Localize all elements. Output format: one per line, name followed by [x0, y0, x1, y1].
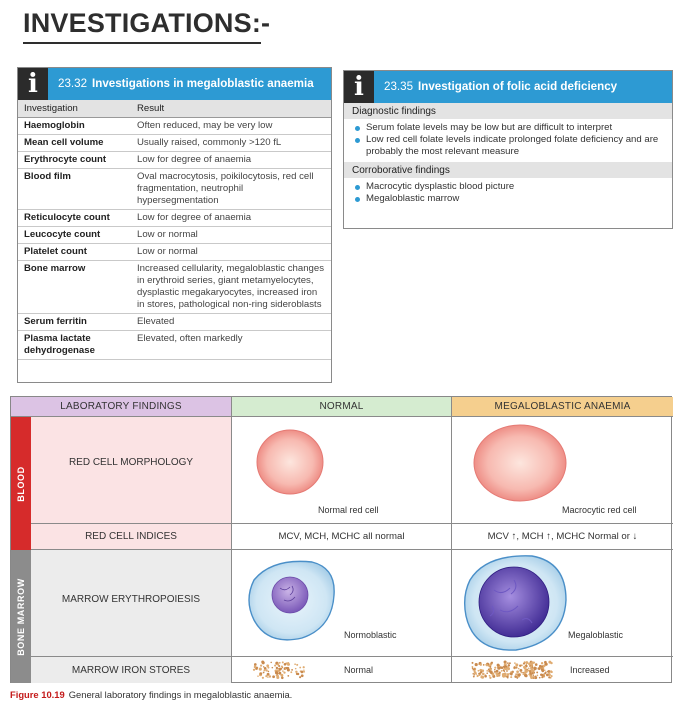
label-red-cell-morphology: RED CELL MORPHOLOGY [31, 417, 232, 524]
box-title-text: Investigation of folic acid deficiency [418, 80, 618, 93]
corroborative-findings-heading: Corroborative findings [344, 162, 672, 178]
figure-caption-text: General laboratory findings in megaloblastic anaemia. [68, 689, 293, 700]
increased-iron-label: Increased [570, 665, 610, 675]
investigation-name: Erythrocyte count [18, 152, 131, 169]
box-number: 23.32 [58, 77, 88, 90]
lab-findings-figure [10, 396, 672, 683]
list-item: Low red cell folate levels indicate prolonged folate deficiency and are probably the most relevant measure [366, 134, 664, 158]
normal-red-cell-label: Normal red cell [318, 505, 379, 515]
normoblastic-cell [232, 550, 452, 657]
macrocytic-red-cell-label: Macrocytic red cell [562, 505, 637, 515]
investigation-result: Usually raised, commonly >120 fL [131, 135, 331, 152]
side-label-bone-marrow: BONE MARROW [16, 577, 26, 656]
table-row [18, 314, 331, 331]
investigation-name: Platelet count [18, 244, 131, 261]
table-header-row [18, 100, 331, 118]
normal-indices-value: MCV, MCH, MCHC all normal [232, 524, 452, 550]
header-normal: NORMAL [232, 397, 452, 417]
investigation-result: Low for degree of anaemia [131, 152, 331, 169]
normal-morphology-cell [232, 417, 452, 524]
megaloblastic-label: Megaloblastic [568, 630, 624, 640]
investigation-name: Blood film [18, 169, 131, 210]
diagnostic-findings-list [344, 119, 672, 162]
investigation-result: Oval macrocytosis, poikilocytosis, red cell fragmentation, neutrophil hypersegmentation [131, 169, 331, 210]
investigation-name: Serum ferritin [18, 314, 131, 331]
table-body [18, 118, 331, 360]
box-title-text: Investigations in megaloblastic anaemia [92, 77, 314, 90]
folic-acid-box [343, 70, 673, 229]
table-row [18, 261, 331, 314]
table-row [18, 118, 331, 135]
table-row [18, 331, 331, 360]
table-row [18, 135, 331, 152]
title-underline [23, 42, 261, 44]
megaloblastic-cell [452, 550, 673, 657]
investigation-name: Plasma lactate dehydrogenase [18, 331, 131, 360]
label-red-cell-indices: RED CELL INDICES [31, 524, 232, 550]
page-title: INVESTIGATIONS:- [23, 8, 271, 38]
box-number: 23.35 [384, 80, 414, 93]
label-marrow-iron-stores: MARROW IRON STORES [31, 657, 232, 683]
list-item: Serum folate levels may be low but are difficult to interpret [366, 122, 664, 134]
investigation-result: Increased cellularity, megaloblastic changes in erythroid series, giant metamyelocytes, dysplastic megakaryocytes, increased iron in stores, pathological non-ring sideroblasts [131, 261, 331, 314]
increased-iron-stores-cell [452, 657, 673, 683]
info-icon: i [18, 68, 48, 100]
megaloblastic-investigations-box [17, 67, 332, 383]
side-bar-bone-marrow [11, 550, 31, 683]
investigation-result: Elevated [131, 314, 331, 331]
investigation-name: Haemoglobin [18, 118, 131, 135]
box-header [344, 71, 672, 103]
diagnostic-findings-heading: Diagnostic findings [344, 103, 672, 119]
figure-caption [10, 689, 292, 700]
normal-iron-label: Normal [344, 665, 374, 675]
investigation-result: Elevated, often markedly [131, 331, 331, 360]
normal-iron-stores-cell [232, 657, 452, 683]
side-bar-blood [11, 417, 31, 550]
box-title [58, 68, 314, 100]
header-megaloblastic: MEGALOBLASTIC ANAEMIA [452, 397, 673, 417]
table-row [18, 227, 331, 244]
investigation-name: Bone marrow [18, 261, 131, 314]
col-investigation: Investigation [18, 100, 131, 118]
table-row [18, 210, 331, 227]
investigation-result: Often reduced, may be very low [131, 118, 331, 135]
increased-iron-granules-illustration [452, 657, 572, 683]
investigation-name: Mean cell volume [18, 135, 131, 152]
header-laboratory-findings: LABORATORY FINDINGS [11, 397, 232, 417]
investigation-result: Low for degree of anaemia [131, 210, 331, 227]
normoblast-illustration [232, 550, 452, 657]
megaloblastic-indices-value: MCV ↑, MCH ↑, MCHC Normal or ↓ [452, 524, 673, 550]
megaloblast-illustration [452, 550, 673, 657]
macrocytic-morphology-cell [452, 417, 673, 524]
table-row [18, 244, 331, 261]
investigation-name: Leucocyte count [18, 227, 131, 244]
box-title [384, 71, 617, 103]
col-result: Result [131, 100, 331, 118]
list-item: Megaloblastic marrow [366, 193, 664, 205]
table-row [18, 152, 331, 169]
list-item: Macrocytic dysplastic blood picture [366, 181, 664, 193]
box-header [18, 68, 331, 100]
side-label-blood: BLOOD [16, 465, 26, 502]
label-marrow-erythropoiesis: MARROW ERYTHROPOIESIS [31, 550, 232, 657]
table-row [18, 169, 331, 210]
normoblastic-label: Normoblastic [344, 630, 397, 640]
investigations-table [18, 100, 331, 360]
corroborative-findings-list [344, 178, 672, 209]
investigation-result: Low or normal [131, 227, 331, 244]
normal-iron-granules-illustration [232, 657, 352, 683]
info-icon: i [344, 71, 374, 103]
figure-number: Figure 10.19 [10, 689, 65, 700]
investigation-name: Reticulocyte count [18, 210, 131, 227]
investigation-result: Low or normal [131, 244, 331, 261]
